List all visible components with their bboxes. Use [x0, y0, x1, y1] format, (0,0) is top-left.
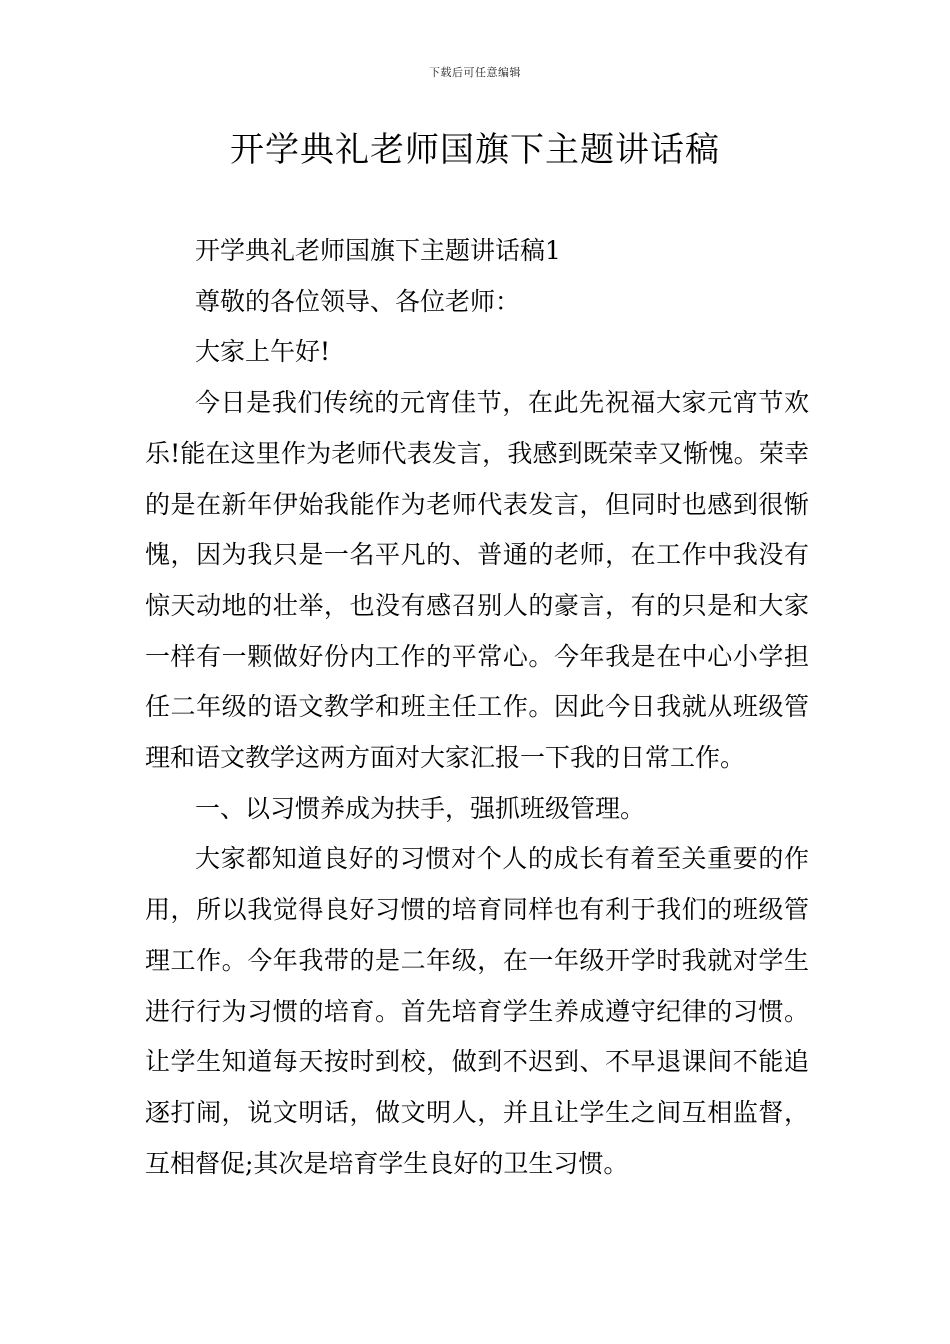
header-note: 下载后可任意编辑 — [429, 66, 521, 79]
paragraph-intro: 今日是我们传统的元宵佳节，在此先祝福大家元宵节欢乐!能在这里作为老师代表发言，我感到既荣幸又惭愧。荣幸的是在新年伊始我能作为老师代表发言，但同时也感到很惭愧，因为我只是一名平凡的、普通的老师，在工作中我没有惊天动地的壮举，也没有感召别人的豪言，有的只是和大家一样有一颗做好份内工作的平常心。今年我是在中心小学担任二年级的语文教学和班主任工作。因此今日我就从班级管理和语文教学这两方面对大家汇报一下我的日常工作。 — [145, 388, 809, 773]
paragraph-subtitle: 开学典礼老师国旗下主题讲话稿1 — [195, 236, 561, 265]
document-body — [145, 226, 809, 1189]
document-title: 开学典礼老师国旗下主题讲话稿 — [230, 130, 720, 170]
paragraph-greeting: 大家上午好! — [195, 337, 331, 367]
paragraph-salutation: 尊敬的各位领导、各位老师： — [195, 286, 521, 316]
paragraph-habits: 大家都知道良好的习惯对个人的成长有着至关重要的作用，所以我觉得良好习惯的培育同样也有利于我们的班级管理工作。今年我带的是二年级，在一年级开学时我就对学生进行行为习惯的培育。首先培育学生养成遵守纪律的习惯。让学生知道每天按时到校，做到不迟到、不早退课间不能追逐打闹，说文明话，做文明人，并且让学生之间互相监督，互相督促;其次是培育学生良好的卫生习惯。 — [145, 844, 809, 1178]
paragraph-section-heading: 一、以习惯养成为扶手，强抓班级管理。 — [195, 793, 646, 823]
